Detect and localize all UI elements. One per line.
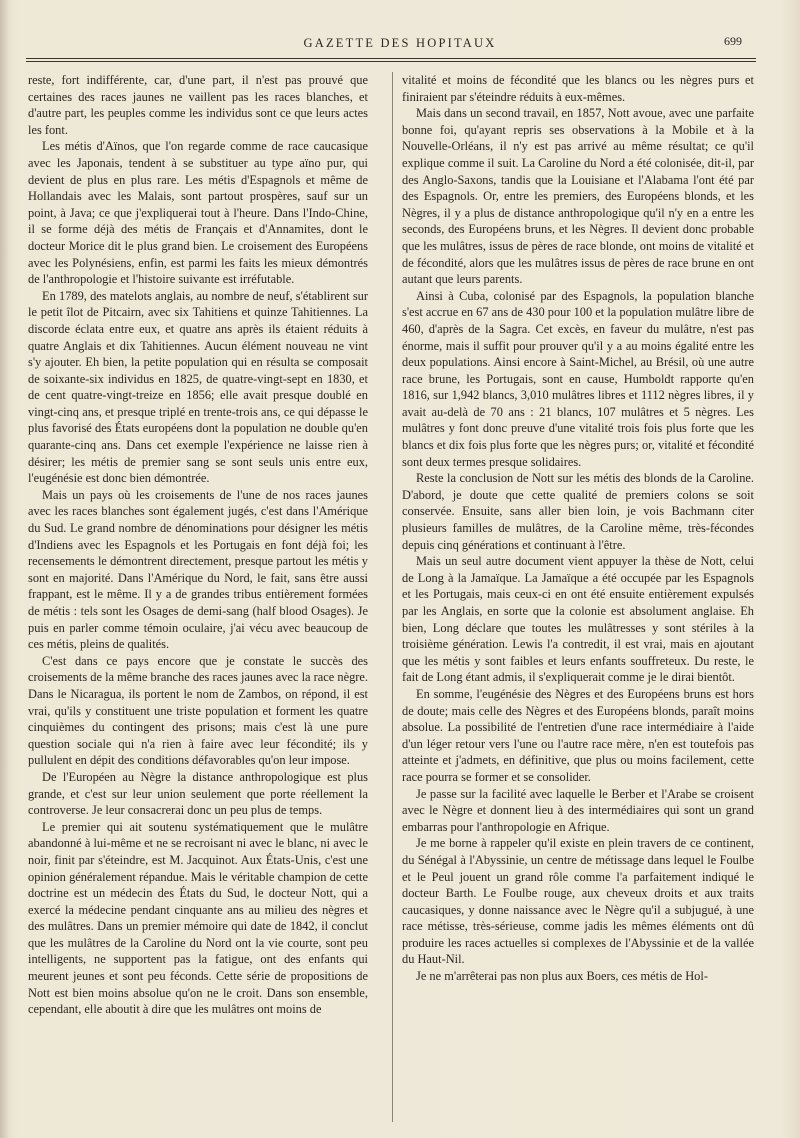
paragraph: Je me borne à rappeler qu'il existe en plein travers de ce continent, du Sénégal à l'Abyssinie, un centre de métissage dans lequel le Foulbe et le Peul jouent un grand rôle comme l'a parfaitement indiqué le docteur Barth. Le Foulbe rouge, aux cheveux droits et aux traits caucasiques, y donne naissance avec le Nègre qu'il a subjugué, à une race métisse, très-sérieuse, comme jadis les mêmes éléments ont dû produire les races actuelles si complexes de l'Abyssinie et de la vallée du Haut-Nil. <box>402 836 754 967</box>
paragraph: Les métis d'Aïnos, que l'on regarde comme de race caucasique avec les Japonais, tendent à se substituer au type aïno pur, qui devient de plus en plus rare. Les métis d'Espagnols et même de Hollandais avec les Malais, sont partout prospères, sauf sur un point, à Java; ce que j'expliquerai tout à l'heure. Dans l'Indo-Chine, il se forme déjà des métis de Français et d'Annamites, dont le docteur Morice dit le plus grand bien. Le croisement des Européens avec les Polynésiens, enfin, est parmi les faits les mieux démontrés de l'anthropologie et l'histoire suivante est irréfutable. <box>28 139 368 287</box>
right-column <box>402 72 754 1132</box>
paragraph: Je ne m'arrêterai pas non plus aux Boers, ces métis de Hol- <box>416 969 708 984</box>
header-rule-secondary <box>26 61 756 62</box>
paragraph: Le premier qui ait soutenu systématiquement que le mulâtre abandonné à lui-même et ne se recroisant ni avec le blanc, ni avec le noir, finit par s'éteindre, est M. Jacquinot. Aux États-Unis, c'est une opinion généralement répandue. Mais le véritable champion de cette doctrine est un médecin des États du Sud, le docteur Nott, qui a exercé la médecine pendant cinquante ans au milieu des nègres et des mulâtres. Dans un premier mémoire qui date de 1842, il conclut que les mulâtres de la Caroline du Nord ont la vie courte, sont peu intelligents, ne supportent pas la fatigue, ont des enfants qui meurent jeunes et sont peu féconds. Cette série de propositions de Nott est bien moins absolue qu'on ne le croit. Dans son ensemble, cependant, elle aboutit à dire que les mulâtres ont moins de <box>28 819 368 1017</box>
paragraph: Ainsi à Cuba, colonisé par des Espagnols, la population blanche s'est accrue en 67 ans de 430 pour 100 et la population mulâtre libre de 460, d'après de la Sagra. Cet excès, en faveur du mulâtre, n'est pas énorme, mais il suffit pour prouver qu'il y a au moins égalité entre les deux populations. Ainsi encore à Saint-Michel, au Brésil, où une autre race brune, les Portugais, sont en cause, Humboldt rapporte qu'en 1816, sur 1,942 blancs, 3,010 mulâtres libres et 1112 nègres libres, il y avait au-delà de 70 ans : 21 blancs, 107 mulâtres et 5 nègres. Les mulâtres y font donc preuve d'une vitalité trois fois plus forte que les blancs et dix fois plus forte que les nègres purs; or, vitalité et fécondité sont deux termes presque solidaires. <box>402 288 754 469</box>
paragraph: Reste la conclusion de Nott sur les métis des blonds de la Caroline. D'abord, je doute que cette qualité de premiers colons se soit conservée. Ensuite, sans aller bien loin, je vois Bachmann citer plusieurs familles de mulâtres, de la Caroline même, très-fécondes depuis cinq générations et continuant à l'être. <box>402 471 754 552</box>
paragraph: Mais un pays où les croisements de l'une de nos races jaunes avec les races blanches sont également jugés, c'est dans l'Amérique du Sud. Le grand nombre de dénominations pour désigner les métis d'Indiens avec les Espagnols et les Portugais en font déjà foi; les recensements le démontrent directement, presque partout les métis y sont en majorité. Dans l'Amérique du Nord, le fait, sans être aussi frappant, est le même. Il y a de grandes tribus entièrement formées de métis : tels sont les Osages de demi-sang (half blood Osages). Je puis en parler comme témoin oculaire, j'ai vécu avec beaucoup de ces métis, pleins de qualités. <box>28 487 368 652</box>
paragraph: De l'Européen au Nègre la distance anthropologique est plus grande, et c'est sur leur union seulement que porte réellement la controverse. Je leur consacrerai donc un peu plus de temps. <box>28 769 368 818</box>
paragraph: Mais un seul autre document vient appuyer la thèse de Nott, celui de Long à la Jamaïque. La Jamaïque a été occupée par les Espagnols et les Portugais, mais ceux-ci en ont été ensuite entièrement expulsés par les Anglais, en sorte que la colonie est absolument anglaise. Eh bien, Long déclare que toutes les mulâtresses y sont stériles à la troisième génération. Lewis l'a contredit, il est vrai, mais en ajoutant que les métis y sont faibles et leurs enfants souffreteux. Du reste, le fait de Long étant admis, il s'expliquerait comme je le dirai bientôt. <box>402 554 754 685</box>
left-column <box>28 72 368 1132</box>
paragraph: Mais dans un second travail, en 1857, Nott avoue, avec une parfaite bonne foi, qu'ayant repris ses observations à la Mobile et à la Nouvelle-Orléans, il n'y est pas arrivé au même résultat; ce qu'il explique comme il suit. La Caroline du Nord a été colonisée, dit-il, par des Anglo-Saxons, tandis que la Louisiane et l'Alabama l'ont été par des Espagnols. Or, entre les premiers, des Européens blonds, et les Nègres, il y a plus de distance anthropologique qu'il n'y en a entre les seconds, des Européens bruns, et les Nègres. Il devient donc probable que les mulâtres, issus de pères de race blonde, ont moins de vitalité et de fécondité, alors que les mulâtres issus de pères de race brune en ont autant que leurs parents. <box>402 106 754 287</box>
paragraph: En somme, l'eugénésie des Nègres et des Européens bruns est hors de doute; mais celle des Nègres et des Européens blonds, paraît moins absolue. La possibilité de l'entretien d'une race intermédiaire à l'aide d'un léger retour vers l'une ou l'autre race mère, n'en est toutefois pas atteinte et j'admets, en définitive, que plus ou moins facilement, cette race pourra se former et se consolider. <box>402 686 754 784</box>
running-head <box>22 36 778 58</box>
paragraph: reste, fort indifférente, car, d'une part, il n'est pas prouvé que certaines des races jaunes ne vaillent pas les races blanches, et d'autre part, les peuples comme les individus sont ce que leurs actes les font. <box>28 73 368 137</box>
column-divider <box>392 72 393 1122</box>
paragraph: En 1789, des matelots anglais, au nombre de neuf, s'établirent sur le petit îlot de Pitcairn, avec six Tahitiens et quinze Tahitiennes. La discorde éclata entre eux, et quatre ans après ils étaient réduits à quatre Anglais et dix Tahitiennes. Aucun élément nouveau ne vint s'y ajouter. Eh bien, la petite population qui en résulta se composait de soixante-six individus en 1825, de quatre-vingt-sept en 1830, et de cent quatre-vingt-treize en 1856; elle avait presque doublé en vingt-cinq ans, et presque triplé en trente-trois ans, ce qui dépasse le plus favorisé des États européens dont la population ne double qu'en quarante-cinq ans. Dans cet exemple l'expérience ne laisse rien à désirer; les métis de premier sang se sont seuls unis entre eux, l'eugénésie est donc bien démontrée. <box>28 288 368 486</box>
journal-title: GAZETTE DES HOPITAUX <box>303 36 497 50</box>
paragraph: Je passe sur la facilité avec laquelle le Berber et l'Arabe se croisent avec le Nègre et donnent lieu à des intermédiaires qui sont un grand embarras pour l'anthropologie en Afrique. <box>402 786 754 834</box>
binding-shadow <box>0 0 10 1138</box>
paragraph: C'est dans ce pays encore que je constate le succès des croisements de la même branche des races jaunes avec la race nègre. Dans le Nicaragua, ils portent le nom de Zambos, on répond, il est vrai, qu'ils y constituent une triste population et forment les quatre cinquièmes du contingent des prisons; mais c'est là une pure question sociale qui n'a rien à faire avec leur fécondité; ils y pullulent en dépit des conditions défavorables qu'on leur impose. <box>28 653 368 768</box>
paragraph: vitalité et moins de fécondité que les blancs ou les nègres purs et finiraient par s'éteindre réduits à eux-mêmes. <box>402 73 754 104</box>
page-number: 699 <box>724 34 742 48</box>
header-rule <box>26 58 756 59</box>
